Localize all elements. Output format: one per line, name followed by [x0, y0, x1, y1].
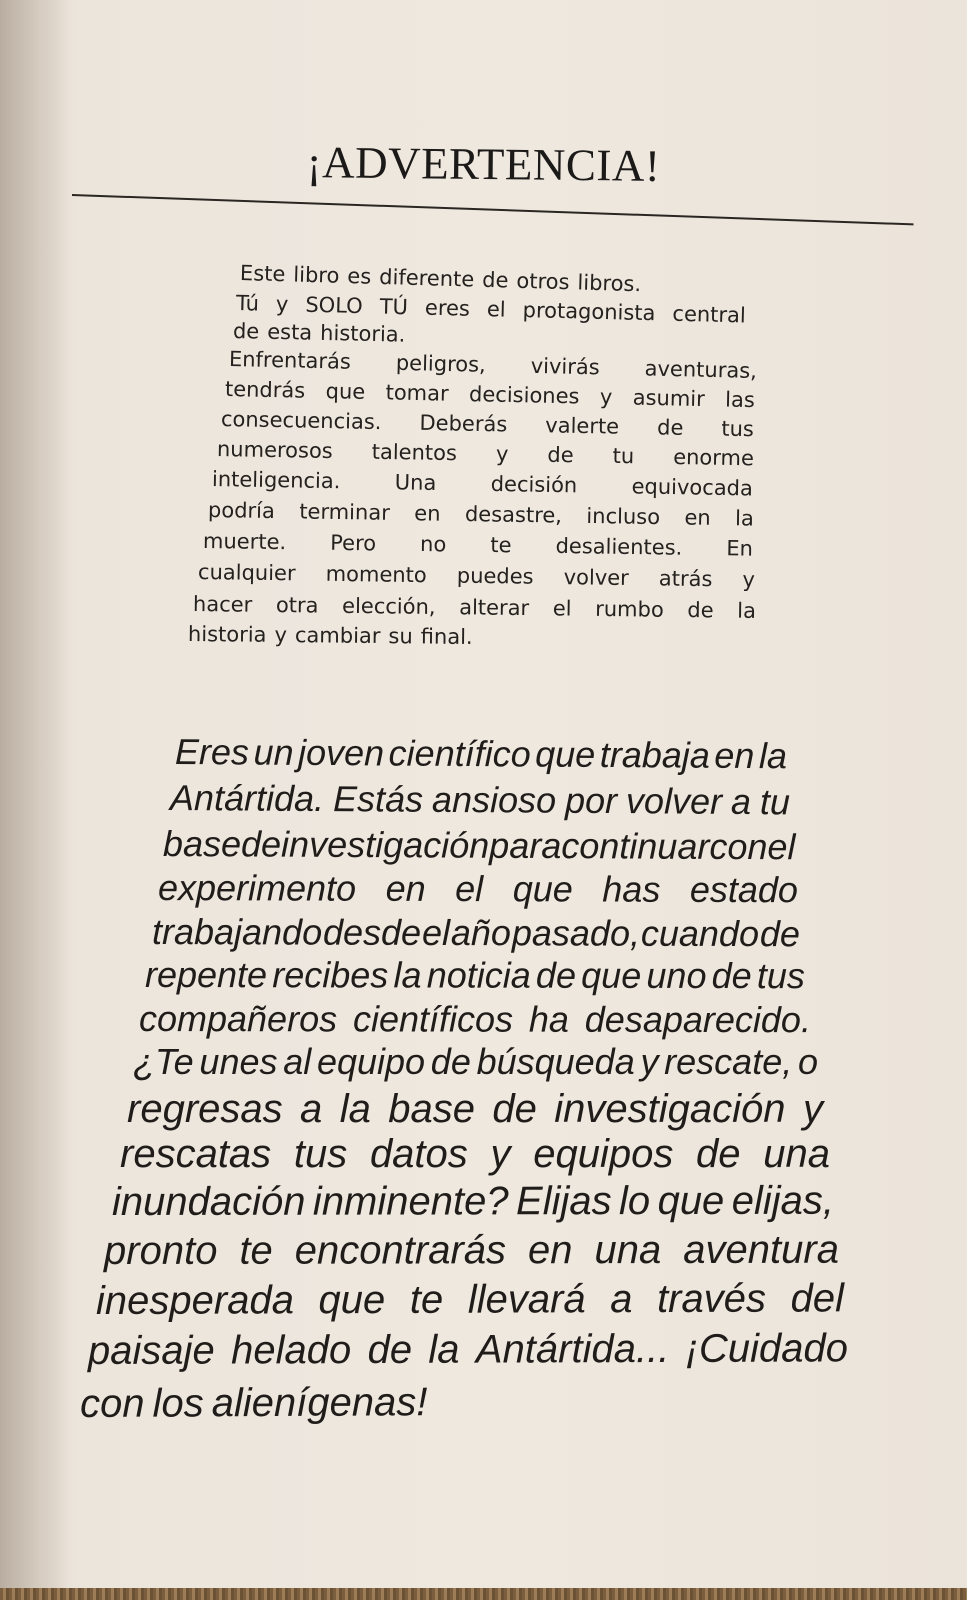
story-line: ¿Te unes al equipo de búsqueda y rescate, o — [133, 1041, 818, 1082]
title-underline — [72, 194, 914, 225]
story-line: compañeros científicos ha desaparecido. — [138, 998, 812, 1041]
carpet-background — [0, 1588, 967, 1600]
page-gutter-shadow — [0, 0, 70, 1588]
warning-line: tendrás que tomar decisiones y asumir las — [224, 377, 756, 413]
story-line: repente recibes la noticia de que uno de tus — [144, 954, 805, 997]
story-line: pronto te encontrarás en una aventura — [103, 1227, 839, 1273]
warning-line: inteligencia. Una decisión equivocada — [211, 467, 754, 501]
story-line: base de investigación para continuar con el — [162, 823, 796, 868]
warning-line: Este libro es diferente de otros libros. — [239, 261, 642, 297]
story-line: inesperada que te llevará a través del — [95, 1276, 845, 1323]
story-line: Eres un joven científico que trabaja en la — [174, 731, 788, 777]
warning-line: hacer otra elección, alterar el rumbo de la — [192, 592, 757, 623]
story-line: con los alienígenas! — [79, 1380, 428, 1426]
story-line: rescatas tus datos y equipos de una — [120, 1132, 830, 1176]
warning-line: consecuencias. Deberás valerte de tus — [220, 407, 755, 442]
story-line: trabajando desde el año pasado, cuando de — [151, 911, 801, 955]
page-title: ¡ADVERTENCIA! — [306, 137, 661, 191]
warning-line: cualquier momento puedes volver atrás y — [197, 560, 756, 592]
story-line: paisaje helado de la Antártida... ¡Cuidado — [87, 1326, 849, 1373]
warning-line: de esta historia. — [232, 319, 406, 347]
story-line: experimento en el que has estado — [157, 867, 799, 911]
warning-line: historia y cambiar su final. — [187, 622, 473, 649]
warning-line: numerosos talentos y de tu enorme — [216, 437, 755, 471]
warning-line: Tú y SOLO TÚ eres el protagonista central — [235, 291, 747, 328]
warning-line: muerte. Pero no te desalientes. En — [202, 529, 754, 561]
story-line: regresas a la base de investigación y — [127, 1087, 823, 1131]
warning-line: Enfrentarás peligros, vivirás aventuras, — [228, 347, 758, 383]
warning-line: podría terminar en desastre, incluso en la — [207, 498, 755, 531]
story-line: Antártida. Estás ansioso por volver a tu — [169, 777, 791, 823]
story-line: inundación inminente? Elijas lo que elijas, — [111, 1178, 835, 1224]
